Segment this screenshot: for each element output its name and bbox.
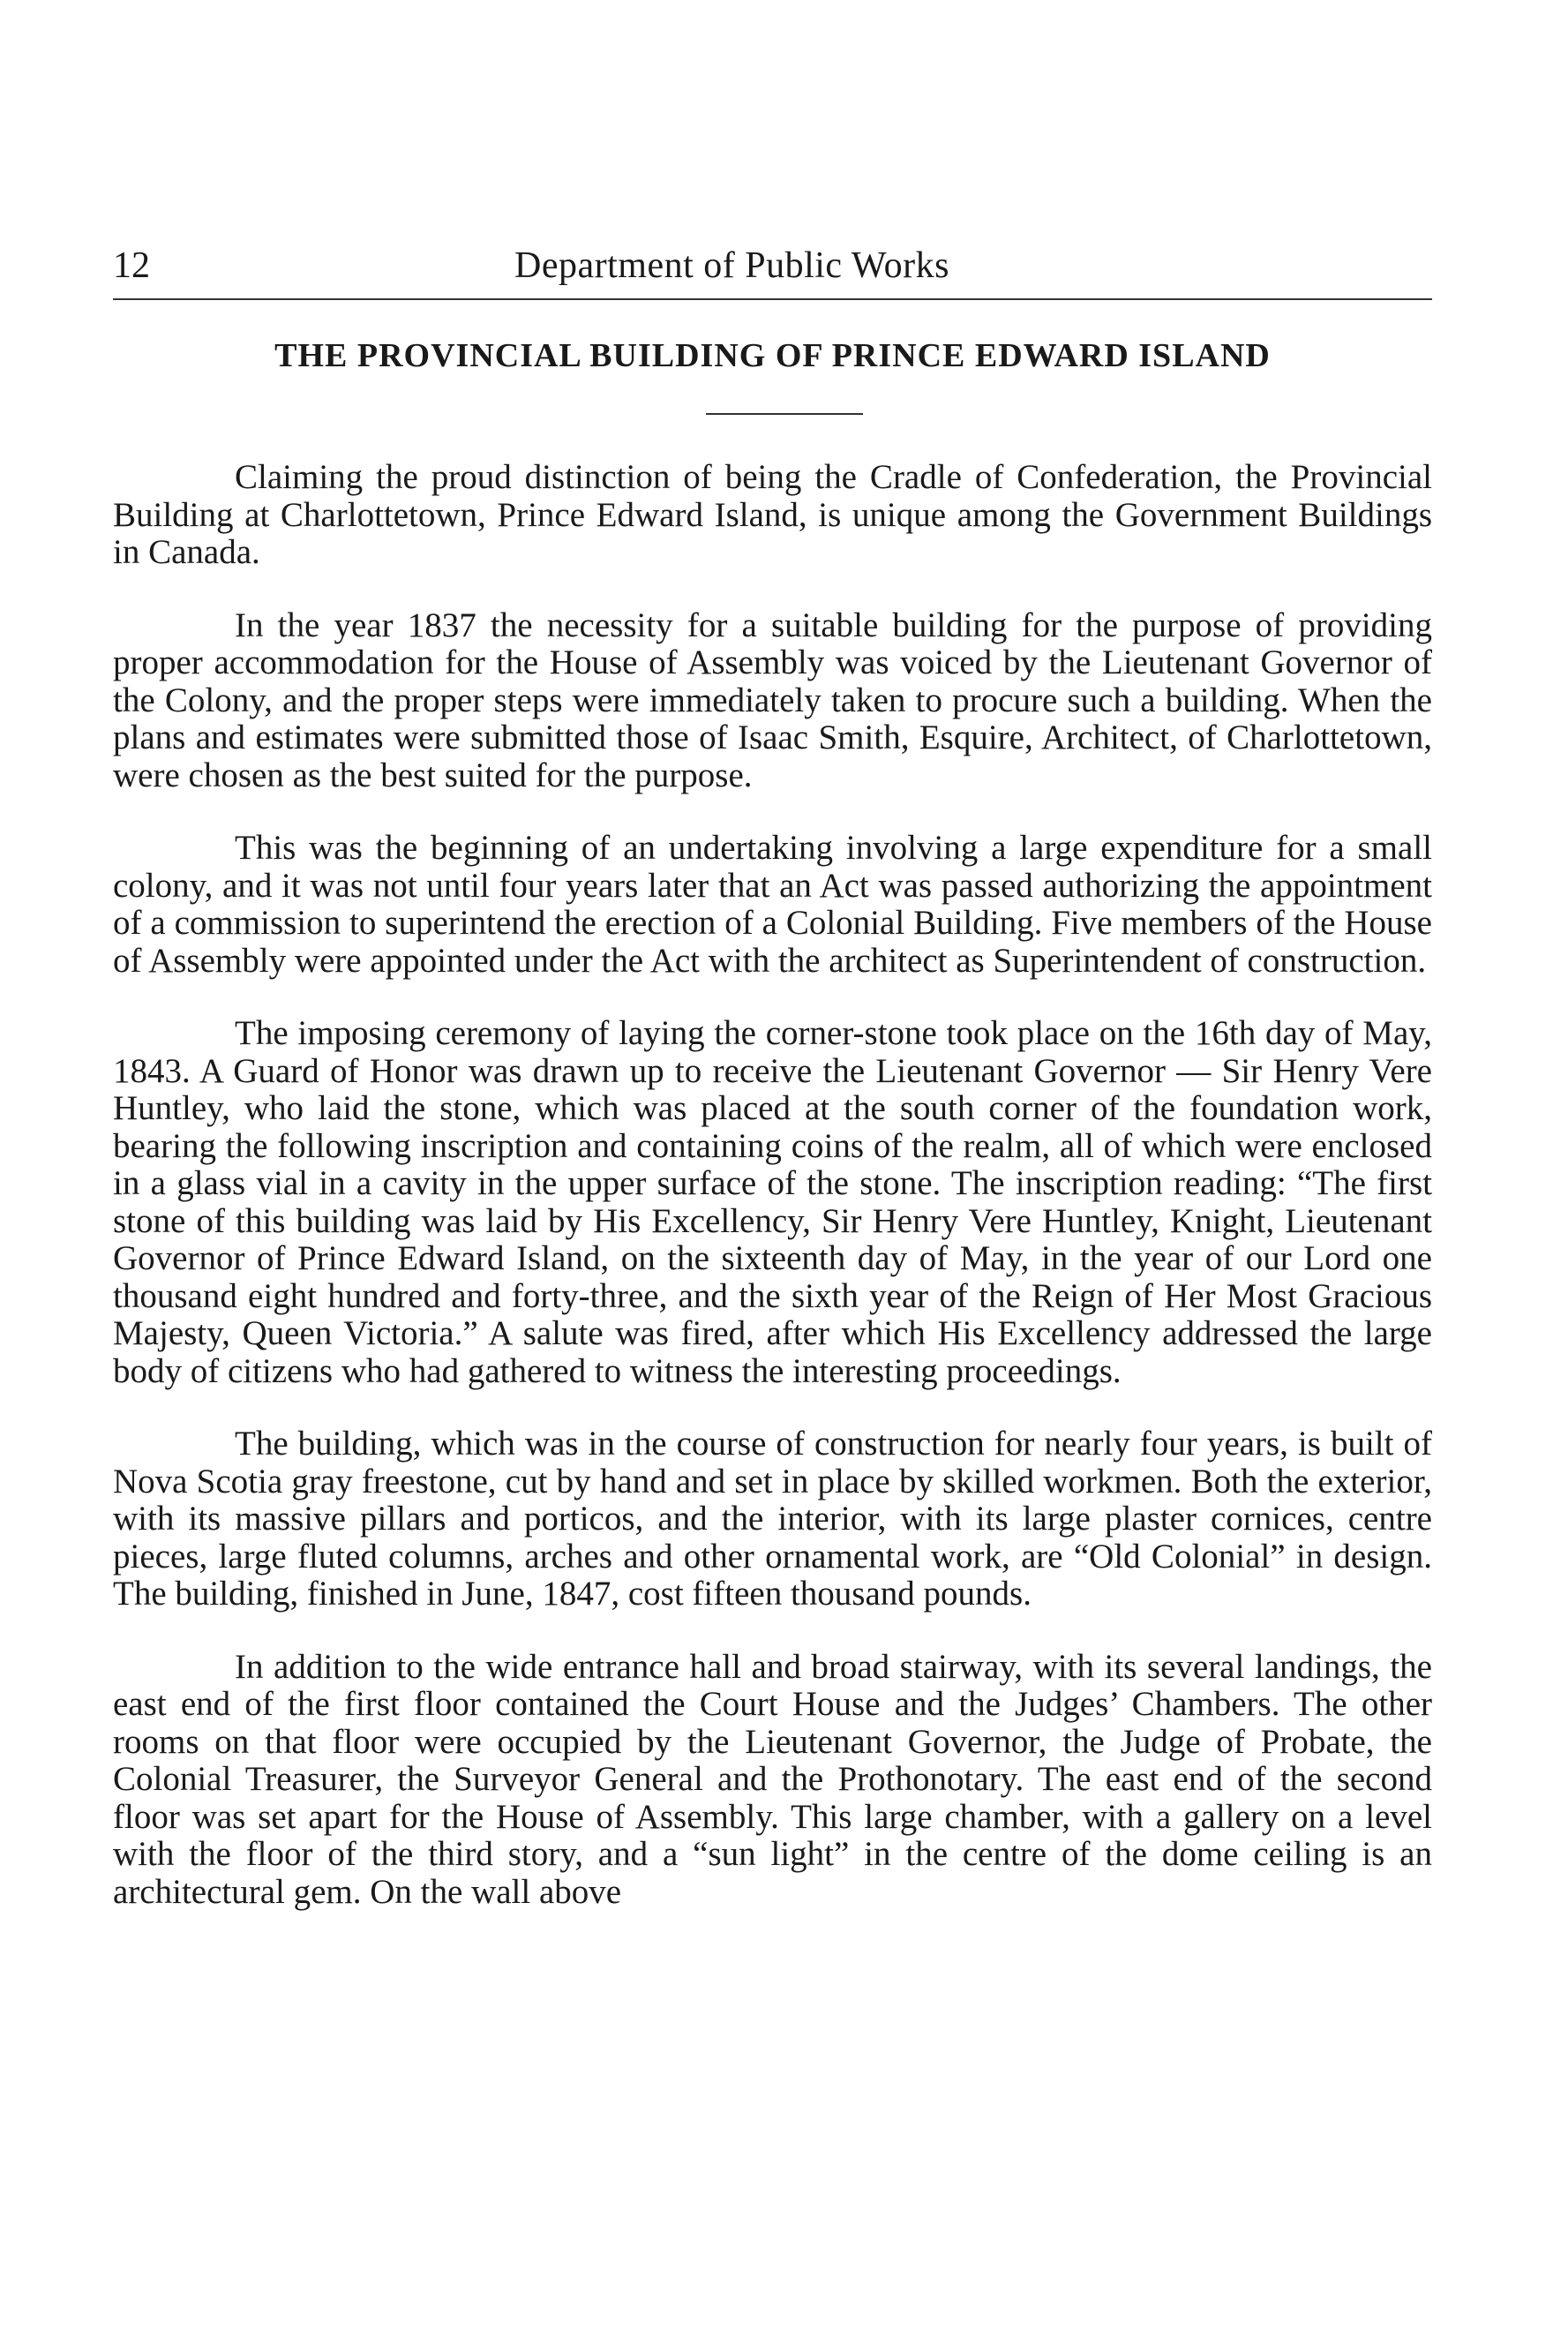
running-header: [113, 237, 1432, 300]
paragraph: The building, which was in the course of construction for nearly four years, is built of Nova Scotia gray freestone, cut by hand and set in place by skilled workmen. Both the exterior, with its massive pillars and porticos, and the interior, with its large plaster cornices, centre pieces, large fluted columns, arches and other ornamental work, are “Old Colonial” in design. The building, finished in June, 1847, cost fifteen thousand pounds.: [113, 1425, 1432, 1613]
title-divider: [706, 413, 863, 415]
paragraph: This was the beginning of an undertaking involving a large expenditure for a small colony, and it was not until four years later that an Act was passed authorizing the appointment of a commission to superintend the erection of a Colonial Building. Five members of the House of Assembly were appointed under the Act with the architect as Superintendent of construction.: [113, 829, 1432, 980]
article-body: [113, 459, 1432, 1946]
paragraph: The imposing ceremony of laying the corner-stone took place on the 16th day of May, 1843. A Guard of Honor was drawn up to receive the Lieutenant Governor — Sir Henry Vere Huntley, who laid the stone, which was placed at the south corner of the foundation work, bearing the following inscription and containing coins of the realm, all of which were enclosed in a glass vial in a cavity in the upper surface of the stone. The inscription reading: “The first stone of this building was laid by His Excellency, Sir Henry Vere Huntley, Knight, Lieutenant Governor of Prince Edward Island, on the sixteenth day of May, in the year of our Lord one thousand eight hundred and forty-three, and the sixth year of the Reign of Her Most Gracious Majesty, Queen Victoria.” A salute was fired, after which His Excellency addressed the large body of citizens who had gathered to witness the interesting proceedings.: [113, 1014, 1432, 1390]
article-title: THE PROVINCIAL BUILDING OF PRINCE EDWARD ISLAND: [274, 337, 1271, 374]
running-title: Department of Public Works: [514, 245, 949, 286]
page-number: 12: [113, 245, 150, 286]
paragraph: Claiming the proud distinction of being the Cradle of Confederation, the Provincial Building at Charlottetown, Prince Edward Island, is unique among the Government Buildings in Canada.: [113, 458, 1432, 571]
paragraph: In the year 1837 the necessity for a suitable building for the purpose of providing proper accommodation for the House of Assembly was voiced by the Lieutenant Governor of the Colony, and the proper steps were immediately taken to procure such a building. When the plans and estimates were submitted those of Isaac Smith, Esquire, Architect, of Charlottetown, were chosen as the best suited for the purpose.: [113, 605, 1432, 794]
paragraph: In addition to the wide entrance hall and broad stairway, with its several landings, the east end of the first floor contained the Court House and the Judges’ Chambers. The other rooms on that floor were occupied by the Lieutenant Governor, the Judge of Probate, the Colonial Treasurer, the Surveyor General and the Prothonotary. The east end of the second floor was set apart for the House of Assembly. This large chamber, with a gallery on a level with the floor of the third story, and a “sun light” in the centre of the dome ceiling is an architectural gem. On the wall above: [113, 1647, 1432, 1911]
